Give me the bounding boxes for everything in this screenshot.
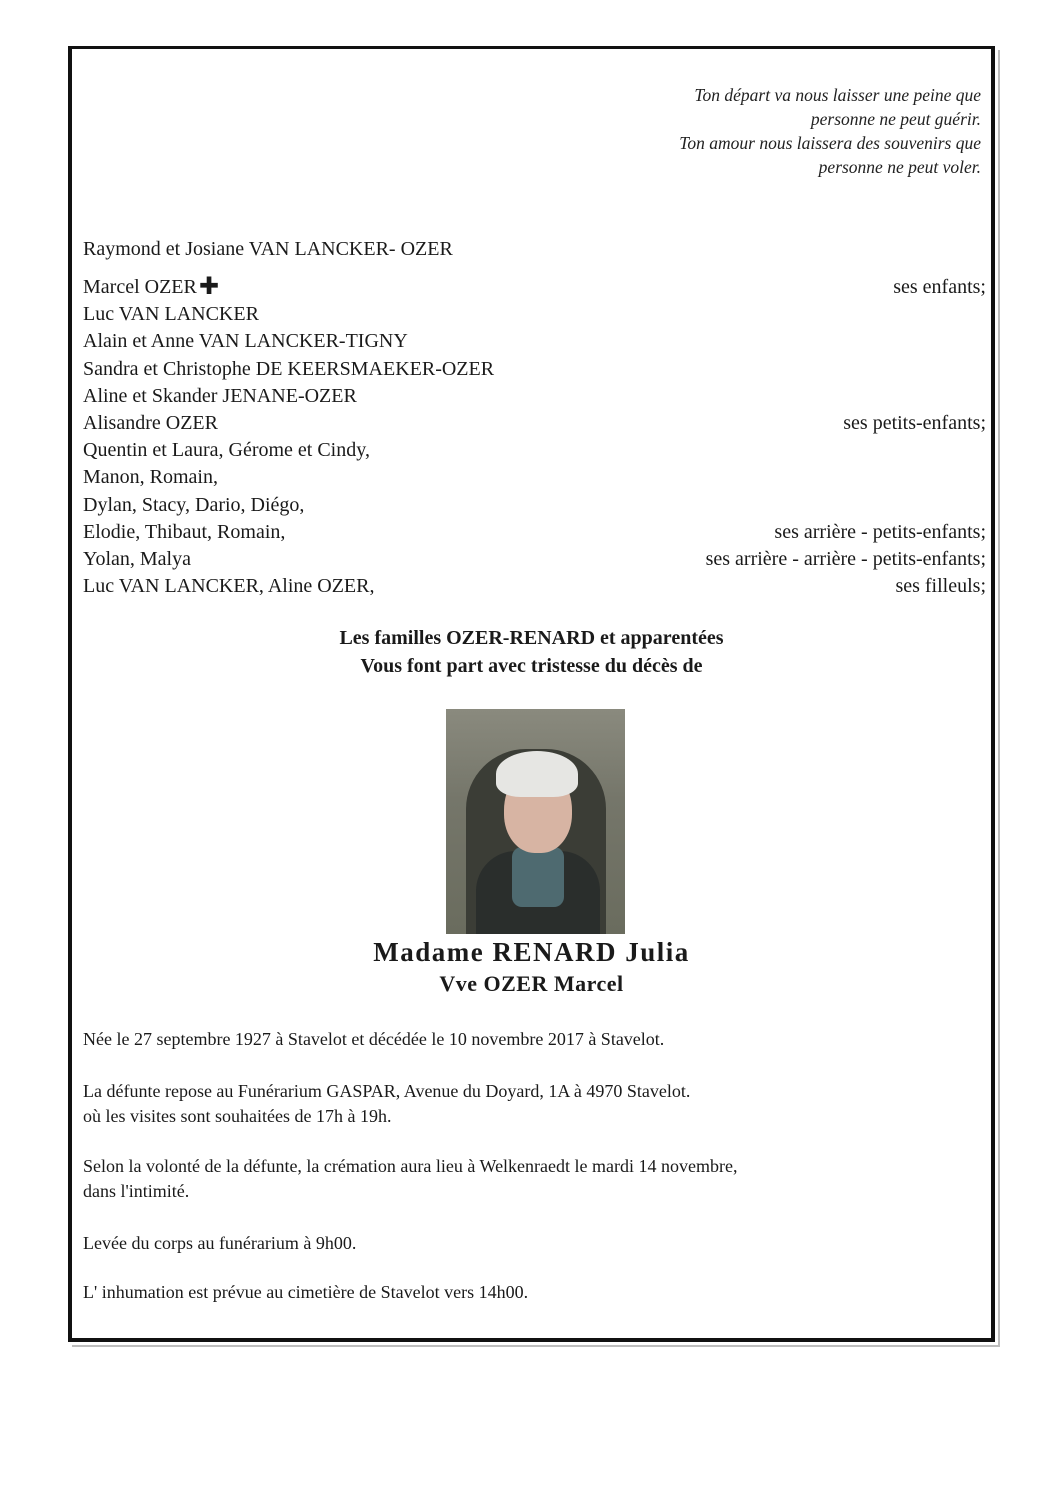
photo-hair	[496, 751, 578, 797]
family-row	[83, 410, 986, 437]
levee-info: Levée du corps au funérarium à 9h00.	[83, 1233, 357, 1253]
family-row-relation: ses arrière - arrière - petits-enfants;	[705, 547, 986, 570]
family-row-name: Sandra et Christophe DE KEERSMAEKER-OZER	[83, 357, 495, 380]
family-row-relation: ses arrière - petits-enfants;	[774, 520, 986, 543]
family-first-line: Raymond et Josiane VAN LANCKER- OZER	[83, 238, 453, 260]
family-row-name: Alain et Anne VAN LANCKER-TIGNY	[83, 330, 408, 353]
family-row	[83, 437, 986, 464]
family-row	[83, 464, 986, 491]
family-row-name: Manon, Romain,	[83, 466, 218, 489]
portrait-photo	[446, 709, 625, 934]
poem-line: personne ne peut guérir.	[810, 109, 981, 129]
family-row	[83, 573, 986, 600]
announcement-line-1: Les familles OZER-RENARD et apparentées	[339, 627, 724, 649]
family-row-relation: ses filleuls;	[895, 575, 986, 598]
family-row-name: Elodie, Thibaut, Romain,	[83, 520, 286, 543]
family-row	[83, 546, 986, 573]
cremation-info: Selon la volonté de la défunte, la crémation aura lieu à Welkenraedt le mardi 14 novembre,	[83, 1156, 738, 1176]
announcement	[0, 624, 1063, 680]
family-row-name: Quentin et Laura, Gérome et Cindy,	[83, 439, 370, 462]
family-row-name: Luc VAN LANCKER, Aline OZER,	[83, 575, 375, 598]
family-row	[83, 519, 986, 546]
family-row	[83, 328, 986, 355]
family-row-name: Luc VAN LANCKER	[83, 303, 259, 326]
family-row-relation: ses petits-enfants;	[843, 411, 986, 434]
poem	[679, 83, 981, 179]
family-row-relation: ses enfants;	[893, 276, 986, 298]
visits-info: où les visites sont souhaitées de 17h à 19h.	[83, 1106, 392, 1126]
deceased-name: Madame RENARD Julia	[373, 937, 690, 967]
family-row-name: Dylan, Stacy, Dario, Diégo,	[83, 493, 305, 516]
cremation-info-2: dans l'intimité.	[83, 1181, 190, 1201]
family-row	[83, 383, 986, 410]
poem-line: personne ne peut voler.	[818, 157, 981, 177]
family-list	[83, 234, 986, 600]
poem-line: Ton amour nous laissera des souvenirs que	[679, 133, 981, 153]
family-row	[83, 356, 986, 383]
family-row-name: Aline et Skander JENANE-OZER	[83, 384, 357, 407]
inhumation-info: L' inhumation est prévue au cimetière de Stavelot vers 14h00.	[83, 1282, 529, 1302]
family-row-name: Yolan, Malya	[83, 547, 191, 570]
family-row	[83, 301, 986, 328]
deceased-widow-of: Vve OZER Marcel	[439, 971, 624, 996]
border-shadow-right	[998, 50, 1000, 1347]
family-row-name: Marcel OZER✚	[83, 272, 219, 300]
photo-collar	[512, 847, 564, 907]
announcement-line-2: Vous font part avec tristesse du décès de	[360, 655, 703, 677]
repose-info: La défunte repose au Funérarium GASPAR, Avenue du Doyard, 1A à 4970 Stavelot.	[83, 1081, 691, 1101]
poem-line: Ton départ va nous laisser une peine que	[694, 85, 981, 105]
cross-icon: ✚	[198, 272, 219, 300]
family-row	[83, 492, 986, 519]
family-row-name: Alisandre OZER	[83, 411, 218, 434]
birth-death-info: Née le 27 septembre 1927 à Stavelot et décédée le 10 novembre 2017 à Stavelot.	[83, 1029, 665, 1049]
border-shadow-bottom	[72, 1345, 998, 1347]
family-row	[83, 274, 986, 301]
